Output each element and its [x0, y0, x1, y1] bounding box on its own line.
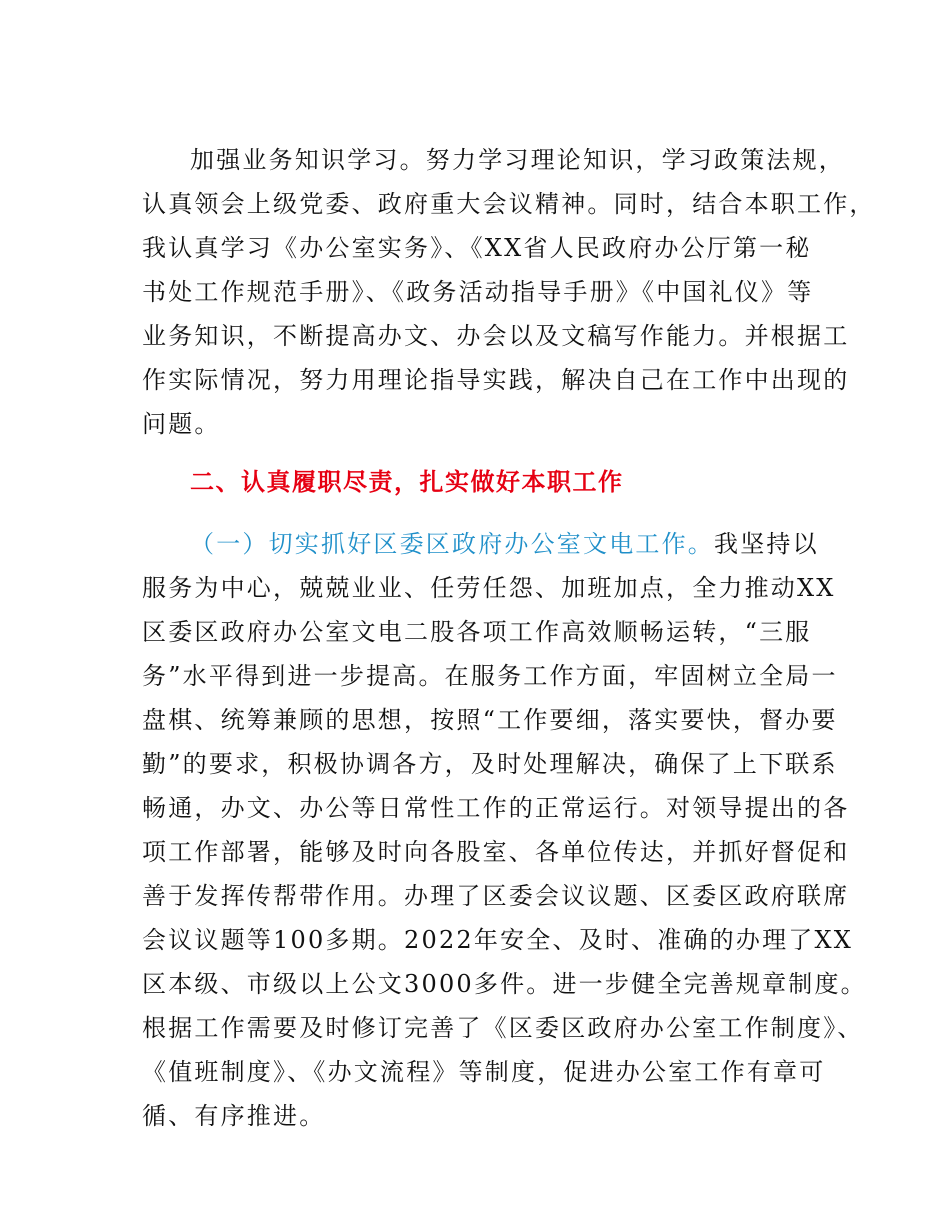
paragraph1-line-2: 认真领会上级党委、政府重大会议精神。同时，结合本职工作， — [142, 190, 876, 218]
paragraph2-line-12: 根据工作需要及时修订完善了《区委区政府办公室工作制度》、 — [142, 1014, 864, 1042]
paragraph2-line-3: 区委区政府办公室文电二股各项工作高效顺畅运转，“三服 — [142, 618, 812, 646]
paragraph2-line-8: 项工作部署，能够及时向各股室、各单位传达，并抓好督促和 — [142, 838, 850, 866]
paragraph2-line-1-rest: 我坚持以 — [714, 530, 819, 558]
paragraph1-line-5: 业务知识，不断提高办文、办会以及文稿写作能力。并根据工 — [142, 322, 850, 350]
paragraph2-line-7: 畅通，办文、办公等日常性工作的正常运行。对领导提出的各 — [142, 794, 850, 822]
paragraph2-line-2: 服务为中心，兢兢业业、任劳任怨、加班加点，全力推动XX — [142, 574, 836, 602]
paragraph2-line-11: 区本级、市级以上公文3000多件。进一步健全完善规章制度。 — [142, 970, 867, 998]
paragraph2-line-6: 勤”的要求，积极协调各方，及时处理解决，确保了上下联系 — [142, 750, 838, 778]
paragraph1-line-6: 作实际情况，努力用理论指导实践，解决自己在工作中出现的 — [142, 366, 850, 394]
section-heading: 二、认真履职尽责，扎实做好本职工作 — [190, 468, 624, 496]
paragraph1-line-3: 我认真学习《办公室实务》、《XX省人民政府办公厅第一秘 — [142, 234, 812, 262]
paragraph1-line-7: 问题。 — [142, 410, 221, 438]
paragraph2-line-1 — [190, 528, 819, 560]
paragraph2-line-13: 《值班制度》、《办文流程》等制度，促进办公室工作有章可 — [142, 1058, 826, 1086]
paragraph1-line-1: 加强业务知识学习。努力学习理论知识，学习政策法规， — [190, 146, 845, 174]
paragraph2-line-4: 务”水平得到进一步提高。在服务工作方面，牢固树立全局一 — [142, 662, 838, 690]
subheading: （一）切实抓好区委区政府办公室文电工作。 — [190, 530, 714, 558]
paragraph2-line-5: 盘棋、统筹兼顾的思想，按照“工作要细，落实要快，督办要 — [142, 706, 838, 734]
paragraph2-line-10: 会议议题等100多期。2022年安全、及时、准确的办理了XX — [142, 926, 854, 954]
paragraph2-line-9: 善于发挥传帮带作用。办理了区委会议议题、区委区政府联席 — [142, 882, 850, 910]
paragraph2-line-14: 循、有序推进。 — [142, 1102, 326, 1130]
paragraph1-line-4: 书处工作规范手册》、《政务活动指导手册》《中国礼仪》等 — [142, 278, 814, 306]
